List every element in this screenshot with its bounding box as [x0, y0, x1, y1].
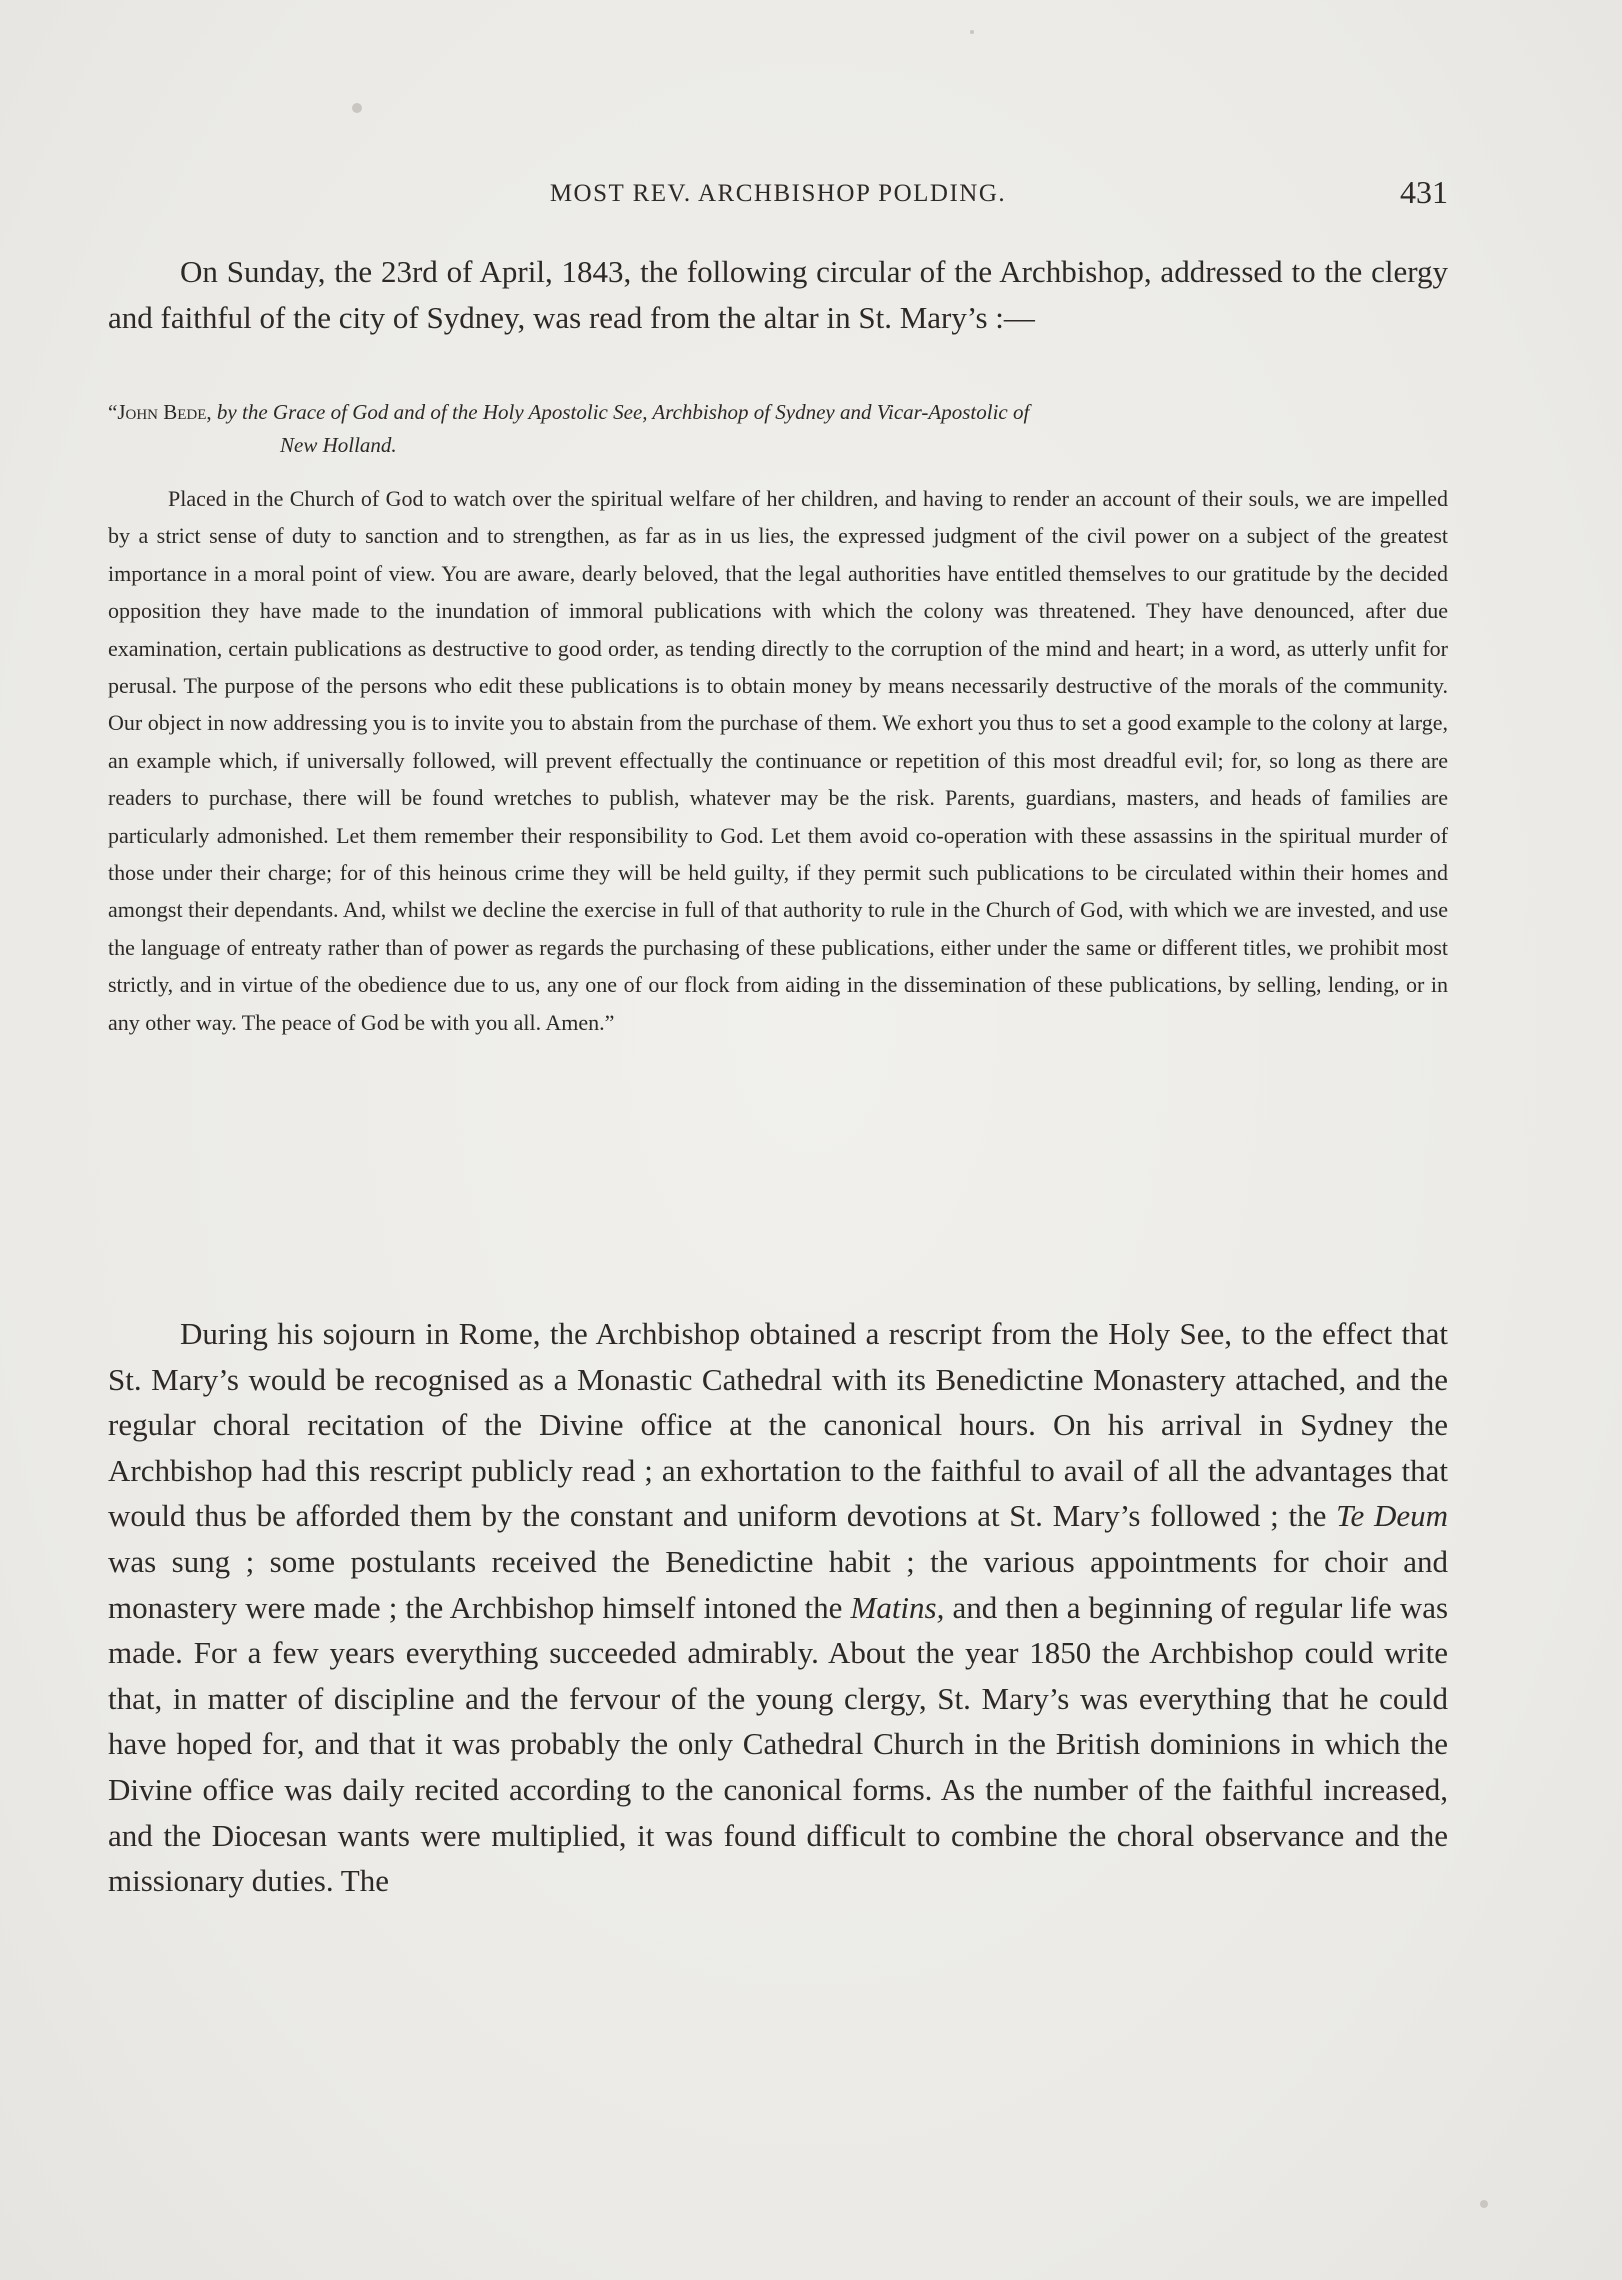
archbishop-title: by the Grace of God and of the Holy Apostolic See, Archbishop of Sydney and Vicar-Apostolic of: [216, 400, 1030, 424]
circular-text: Placed in the Church of God to watch over the spiritual welfare of her children, and having to render an account of their souls, we are impelled by a strict sense of duty to sanction and to strengthen, as far as in us lies, the expressed judgment of the civil power on a subject of the greatest importance in a moral point of view. You are aware, dearly beloved, that the legal authorities have entitled themselves to our gratitude by the decided opposition they have made to the inundation of immoral publications with which the colony was threatened. They have denounced, after due examination, certain publications as destructive to good order, as tending directly to the corruption of the mind and heart; in a word, as utterly unfit for perusal. The purpose of the persons who edit these publications is to obtain money by means necessarily destructive of the morals of the community. Our object in now addressing you is to invite you to abstain from the purchase of them. We exhort you thus to set a good example to the colony at large, an example which, if universally followed, will prevent effectually the continuance or repetition of this most dreadful evil; for, so long as there are readers to purchase, there will be found wretches to publish, whatever may be the risk. Parents, guardians, masters, and heads of families are particularly admonished. Let them remember their responsibility to God. Let them avoid co-operation with these assassins in the spiritual murder of those under their charge; for of this heinous crime they will be held guilty, if they permit such publications to be circulated within their homes and amongst their dependants. And, whilst we decline the exercise in full of that authority to rule in the Church of God, with which we are invested, and use the language of entreaty rather than of power as regards the purchasing of these publications, either under the same or different titles, we prohibit most strictly, and in virtue of the obedience due to us, any one of our flock from aiding in the dissemination of these publications, by selling, lending, or in any other way. The peace of God be with you all. Amen.”: [108, 486, 1448, 1035]
open-quote: “: [108, 400, 118, 424]
matins: Matins,: [850, 1589, 945, 1625]
sojourn-text-part-1: During his sojourn in Rome, the Archbishop obtained a rescript from the Holy See, to the effect that St. Mary’s would be recognised as a Monastic Cathedral with its Benedictine Monastery attached, and the regular choral recitation of the Divine office at the canonical hours. On his arrival in Sydney the Archbishop had this rescript publicly read ; an exhortation to the faithful to avail of all the advantages that would thus be afforded them by the constant and uniform devotions at St. Mary’s followed ; the: [108, 1316, 1448, 1534]
page-header: [108, 176, 1448, 216]
paper-spot-mark: [352, 103, 362, 113]
page-number: 431: [1400, 174, 1448, 210]
intro-paragraph: On Sunday, the 23rd of April, 1843, the following circular of the Archbishop, addressed to the clergy and faithful of the city of Sydney, was read from the altar in St. Mary’s :—: [108, 254, 1448, 335]
paper-spot-mark: [1480, 2200, 1488, 2208]
sojourn-text-part-3: and then a beginning of regular life was made. For a few years everything succeeded admirably. About the year 1850 the Archbishop could write that, in matter of discipline and the fervour of the young clergy, St. Mary’s was everything that he could have hoped for, and that it was probably the only Cathedral Church in the British dominions in which the Divine office was daily recited according to the canonical forms. As the number of the faithful increased, and the Diocesan wants were multiplied, it was found difficult to combine the choral observance and the missionary duties. The: [108, 1589, 1449, 1899]
running-head: MOST REV. ARCHBISHOP POLDING.: [549, 180, 1007, 207]
paper-spot-mark: [970, 30, 974, 34]
circular-salutation: “John Bede, by the Grace of God and of the Holy Apostolic See, Archbishop of Sydney and Vicar-Apostolic of New Holland.: [108, 396, 1448, 462]
sojourn-paragraph: [108, 1311, 1448, 1904]
sojourn-text-part-2: was sung ; some postulants received the Benedictine habit ; the various appointments for choir and monastery were made ; the Archbishop himself intoned the: [108, 1543, 1448, 1625]
archbishop-name: John Bede: [117, 400, 207, 424]
archbishop-title-continued: New Holland.: [280, 433, 397, 457]
te-deum: Te Deum: [1336, 1498, 1448, 1534]
